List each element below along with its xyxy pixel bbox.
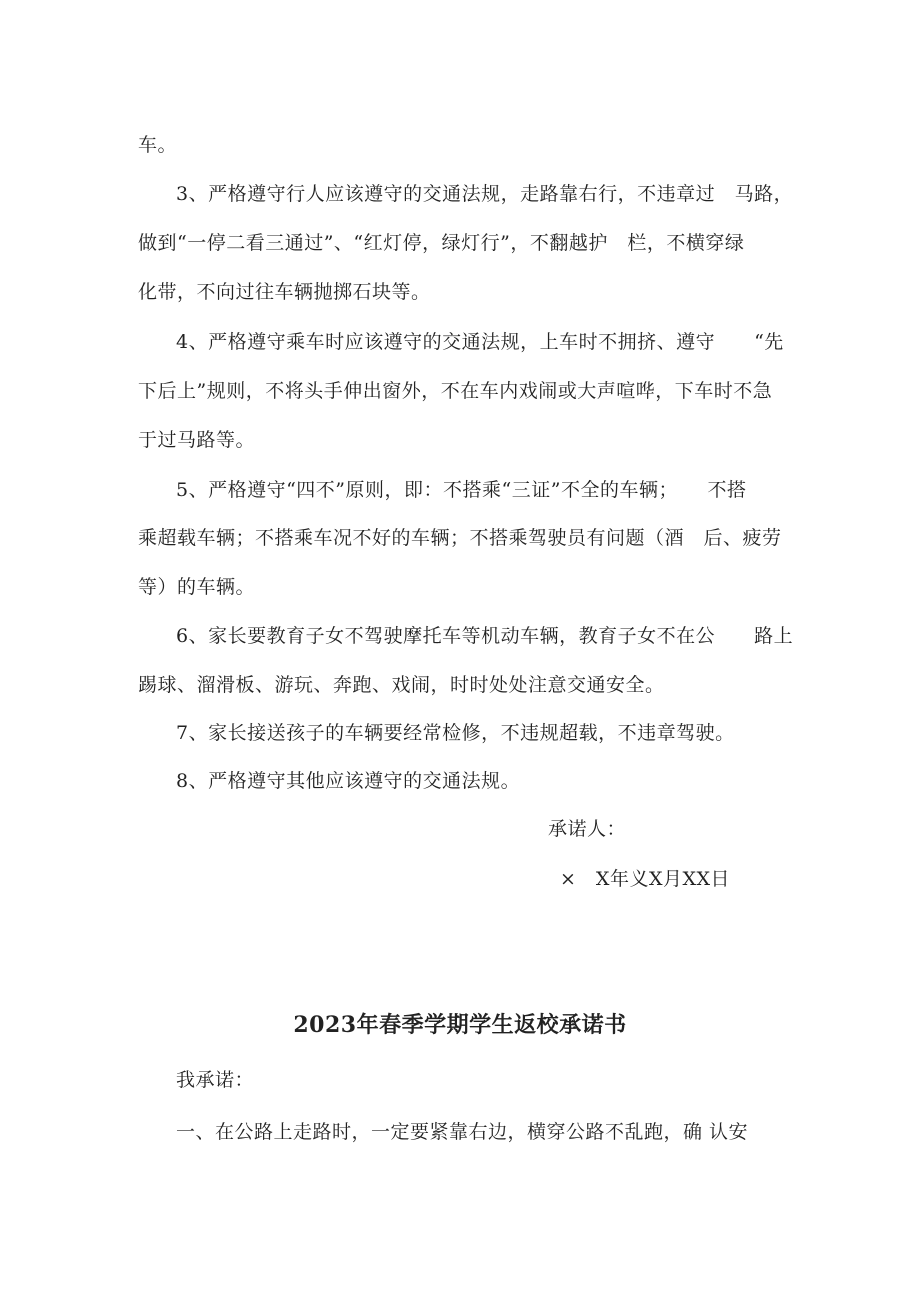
rule-7-line-1: 7、家长接送孩子的车辆要经常检修，不违规超载，不违章驾驶。 — [176, 722, 735, 744]
rule-6-line-2: 踢球、溜滑板、游玩、奔跑、戏闹，时时处处注意交通安全。 — [138, 674, 665, 696]
signature-date: × X年义X月XX日 — [560, 868, 731, 890]
promiser-label: 承诺人： — [548, 818, 627, 840]
pledge-1-line-1: 一、在公路上走路时，一定要紧靠右边，横穿公路不乱跑，确 认安 — [176, 1121, 749, 1143]
rule-8-line-1: 8、严格遵守其他应该遵守的交通法规。 — [176, 770, 521, 792]
rule-4-line-2: 下后上”规则，不将头手伸出窗外，不在车内戏闹或大声喧哗，下车时不急 — [138, 380, 773, 402]
rule-5-line-2: 乘超载车辆；不搭乘车况不好的车辆；不搭乘驾驶员有问题（酒 后、疲劳 — [138, 527, 782, 549]
rule-4-line-3: 于过马路等。 — [138, 429, 256, 451]
rule-6-line-1: 6、家长要教育子女不驾驶摩托车等机动车辆，教育子女不在公 路上 — [176, 625, 794, 647]
rule-4-line-1: 4、严格遵守乘车时应该遵守的交通法规，上车时不拥挤、遵守 “先 — [176, 331, 784, 353]
rule-3-line-3: 化带，不向过往车辆抛掷石块等。 — [138, 281, 431, 303]
rule-5-line-3: 等）的车辆。 — [138, 576, 256, 598]
rule-5-line-1: 5、严格遵守“四不”原则，即：不搭乘“三证”不全的车辆； 不搭 — [176, 479, 747, 501]
rule-3-line-1: 3、严格遵守行人应该遵守的交通法规，走路靠右行，不违章过 马路， — [176, 183, 794, 205]
rule-3-line-2: 做到“一停二看三通过”、“红灯停，绿灯行”，不翻越护 栏，不横穿绿 — [138, 232, 745, 254]
document-title: 2023年春季学期学生返校承诺书 — [293, 1012, 627, 1038]
prev-paragraph-tail: 车。 — [138, 134, 178, 156]
intro-line: 我承诺： — [176, 1069, 255, 1091]
